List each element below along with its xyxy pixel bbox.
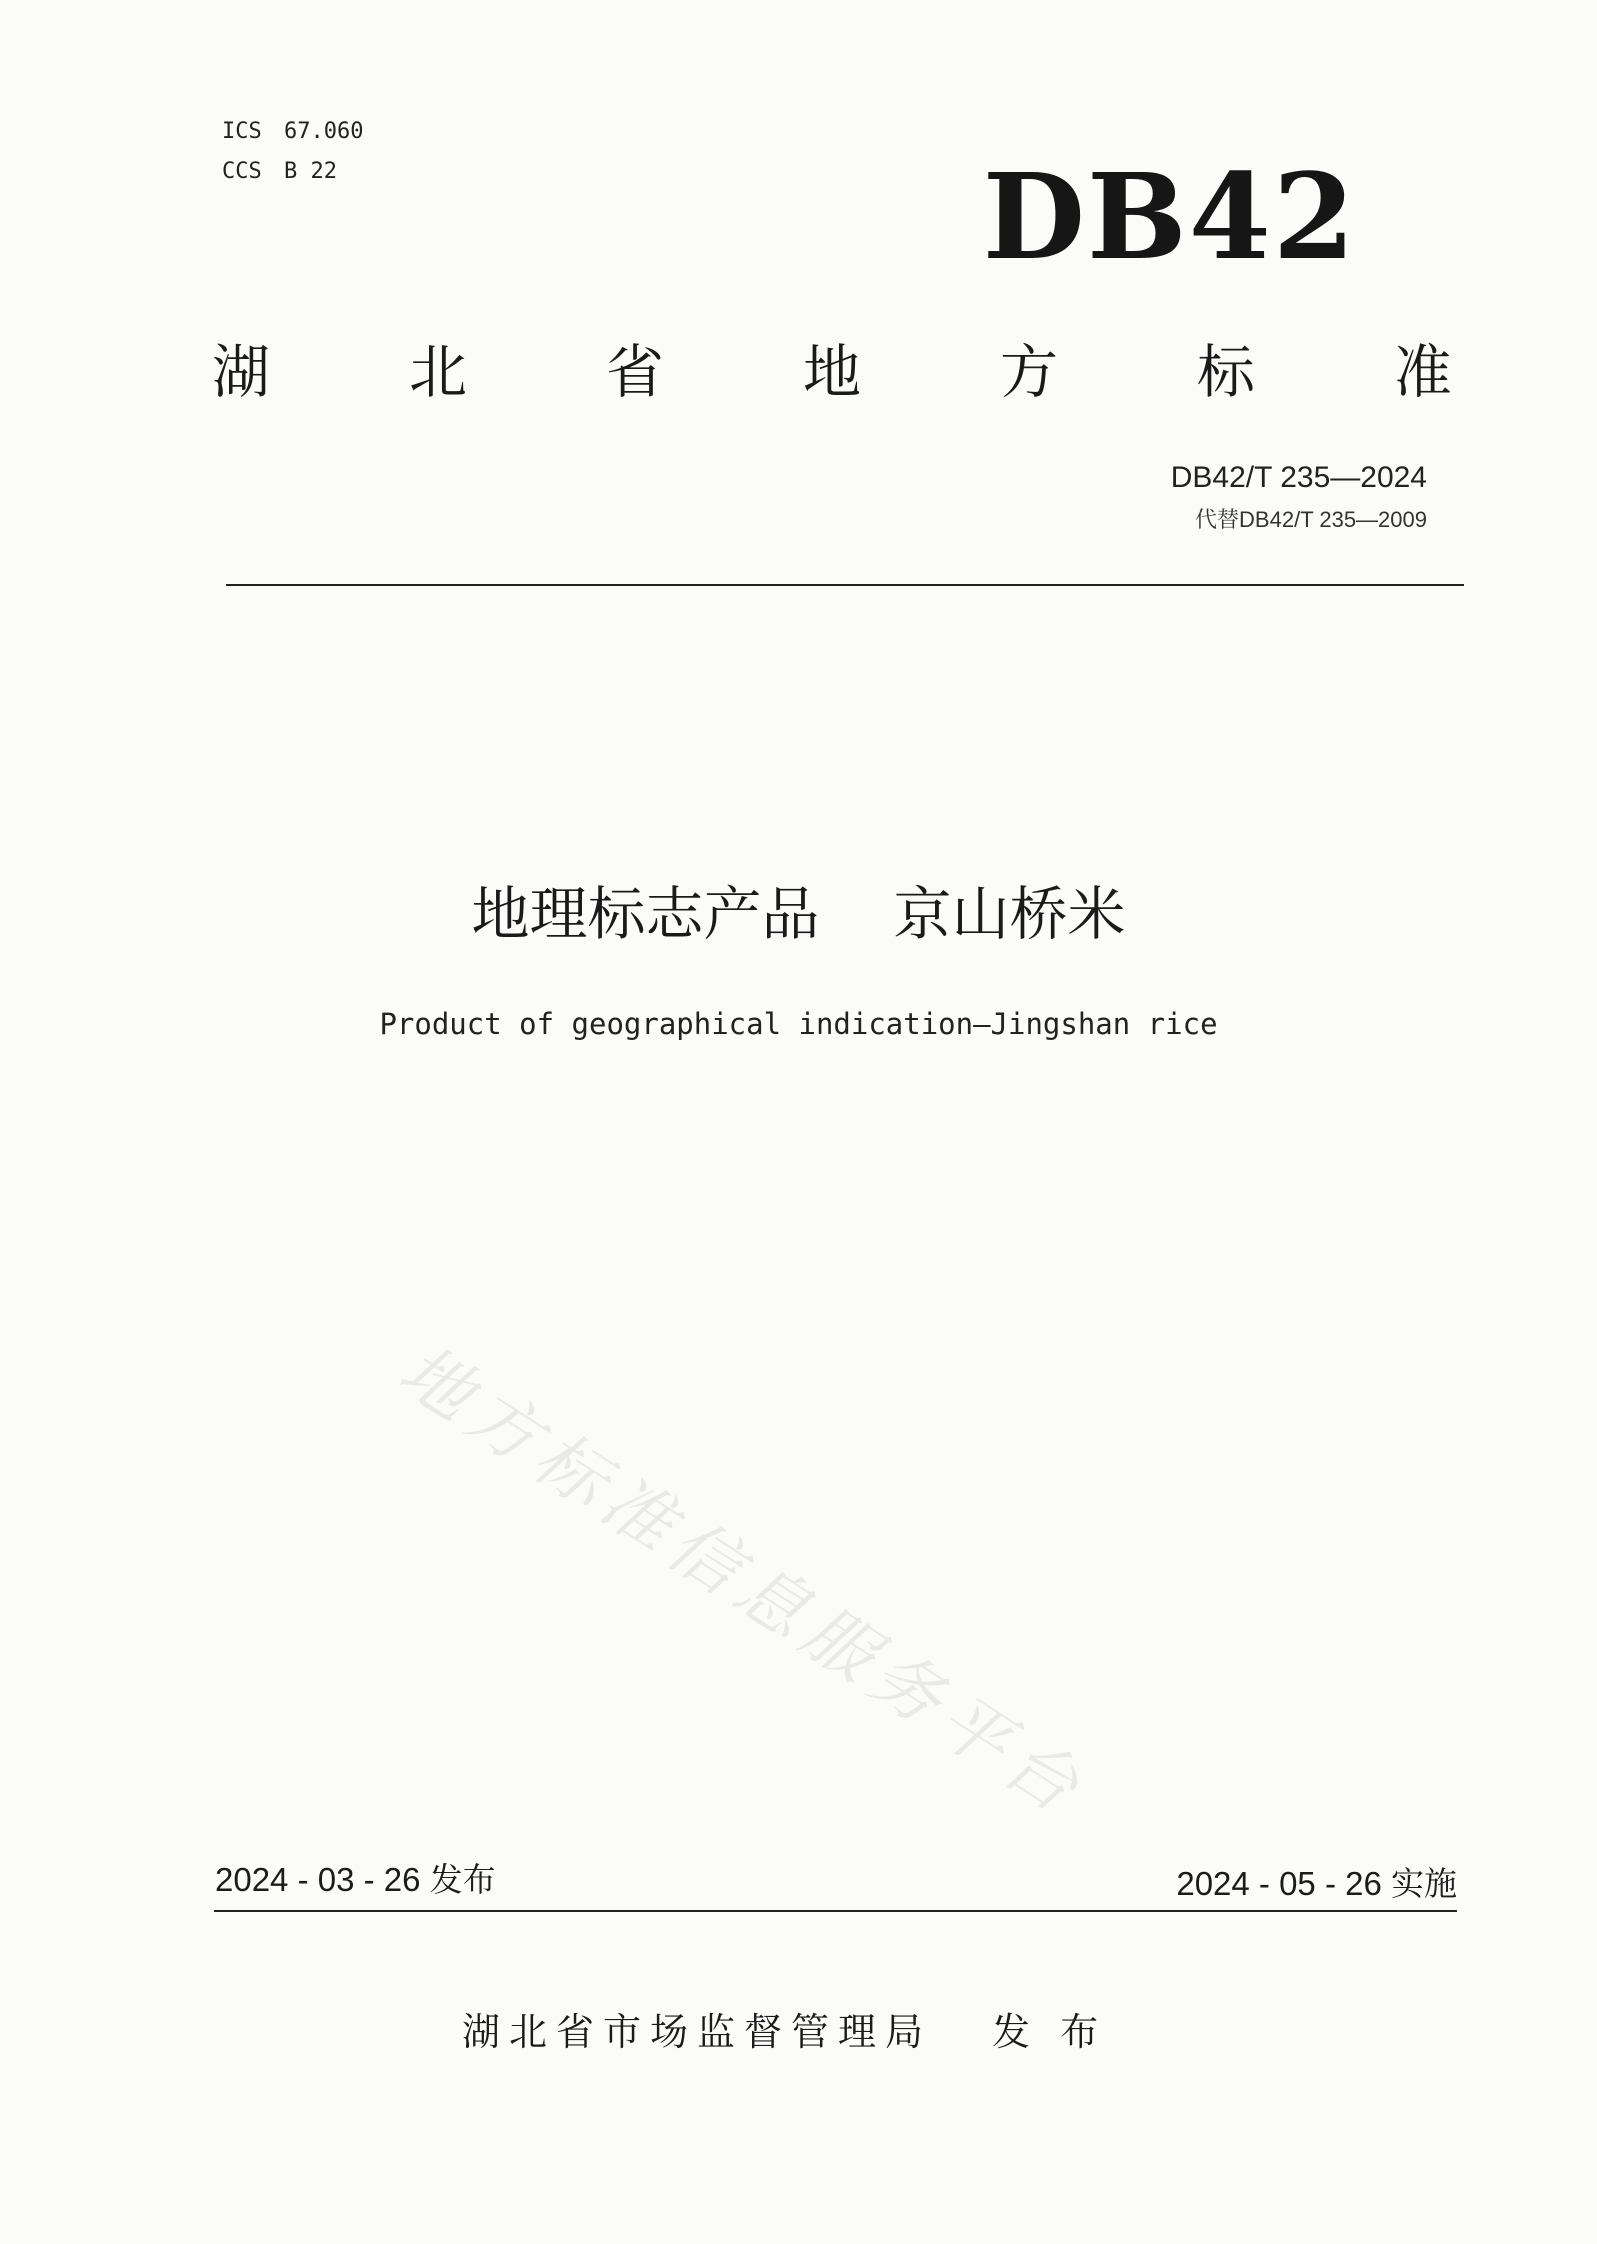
watermark: 地方标准信息服务平台 [385,1328,1101,1834]
title-part-1: 地理标志产品 [471,880,820,948]
issue-date: 2024 - 03 - 26 发布 [215,1861,496,1898]
english-title: Product of geographical indication—Jingshan rice [379,1007,1218,1041]
title-part-2: 京山桥米 [893,880,1126,948]
ics-value: 67.060 [284,119,364,144]
ccs-value: B 22 [284,159,337,184]
banner-char: 准 [1393,338,1452,406]
standard-type-banner [212,336,1452,408]
classification-codes [222,112,363,192]
banner-char: 方 [999,338,1058,406]
ics-row [222,112,363,152]
standard-number: DB42/T 235—2024 [1170,461,1427,494]
banner-char: 地 [802,338,861,406]
standard-number-block [1171,460,1427,534]
replaces-standard: 代替DB42/T 235—2009 [1195,507,1427,532]
document-title [0,878,1597,950]
issuer-action: 发 布 [992,2010,1108,2054]
banner-char: 北 [408,338,467,406]
effective-date: 2024 - 05 - 26 实施 [1176,1865,1457,1902]
ics-label: ICS [222,119,262,144]
header-divider [226,584,1464,586]
issuer-name: 湖北省市场监督管理局 [462,2010,933,2054]
footer-divider [214,1910,1457,1912]
issuing-authority [462,2008,1107,2056]
banner-char: 湖 [212,338,271,406]
ccs-label: CCS [222,159,262,184]
banner-char: 省 [605,338,664,406]
db-code-mark: DB42 [982,147,1357,286]
ccs-row [222,152,363,192]
banner-char: 标 [1196,338,1255,406]
